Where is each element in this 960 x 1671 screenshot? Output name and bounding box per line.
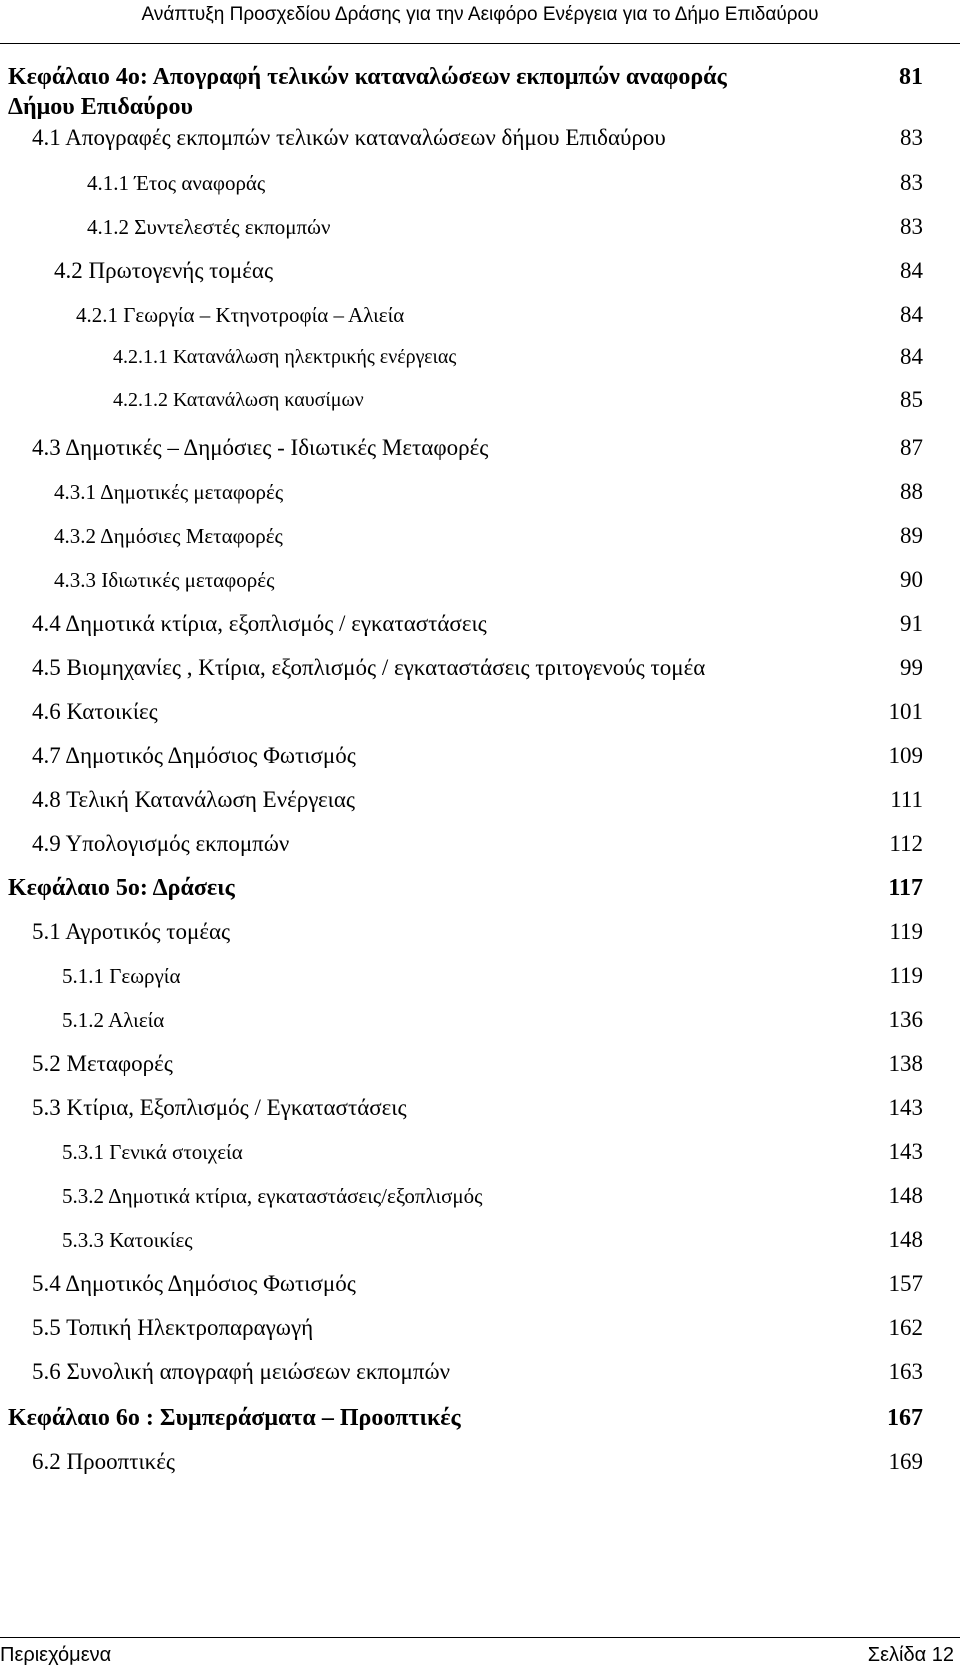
toc-entry[interactable] bbox=[0, 1134, 960, 1170]
toc-entry-page: 83 bbox=[900, 214, 923, 239]
toc-entry[interactable] bbox=[0, 253, 960, 289]
toc-entry-title: 4.7 Δημοτικός Δημόσιος Φωτισμός bbox=[32, 743, 356, 768]
toc-entry-page: 138 bbox=[888, 1051, 923, 1076]
toc-entry-title: 4.8 Τελική Κατανάλωση Ενέργειας bbox=[32, 787, 356, 812]
toc-entry[interactable] bbox=[0, 914, 960, 950]
toc-entry-page: 84 bbox=[900, 344, 923, 369]
toc-entry[interactable] bbox=[0, 120, 960, 156]
toc-entry-page: 162 bbox=[888, 1315, 923, 1340]
toc-entry[interactable] bbox=[0, 1046, 960, 1082]
toc-entry-title: 4.3.1 Δημοτικές μεταφορές bbox=[54, 480, 284, 504]
toc-entry-page: 163 bbox=[888, 1359, 923, 1384]
header-title: Ανάπτυξη Προσχεδίου Δράσης για την Αειφόρο Ενέργεια για το Δήμο Επιδαύρου bbox=[141, 4, 819, 25]
toc-entry-page: 84 bbox=[900, 258, 923, 283]
toc-entry[interactable] bbox=[0, 209, 960, 245]
toc-entry-page: 117 bbox=[888, 875, 923, 901]
toc-entry[interactable] bbox=[0, 518, 960, 554]
toc-entry-page: 88 bbox=[900, 479, 923, 504]
toc-entry[interactable] bbox=[0, 1444, 960, 1480]
toc-entry[interactable] bbox=[0, 958, 960, 994]
toc-entry[interactable] bbox=[0, 1354, 960, 1390]
toc-entry[interactable] bbox=[0, 474, 960, 510]
toc-entry-title: 4.9 Υπολογισμός εκπομπών bbox=[32, 831, 290, 856]
toc-entry-title: 5.3.2 Δημοτικά κτίρια, εγκαταστάσεις/εξοπλισμός bbox=[62, 1184, 483, 1208]
toc-entry-title: 4.5 Βιομηχανίες , Κτίρια, εξοπλισμός / εγκαταστάσεις τριτογενούς τομέα bbox=[32, 655, 706, 680]
toc-entry-page: 83 bbox=[900, 125, 923, 150]
toc-entry-title: 5.5 Τοπική Ηλεκτροπαραγωγή bbox=[32, 1315, 314, 1340]
toc-entry[interactable] bbox=[0, 430, 960, 466]
toc-entry-title: 5.2 Μεταφορές bbox=[32, 1051, 173, 1076]
toc-entry-title: 5.1.1 Γεωργία bbox=[62, 964, 181, 988]
toc-entry-page: 91 bbox=[900, 611, 923, 636]
toc-entry-title: 5.3.1 Γενικά στοιχεία bbox=[62, 1140, 243, 1164]
toc-entry-page: 167 bbox=[887, 1405, 923, 1431]
toc-entry-title: 4.1.2 Συντελεστές εκπομπών bbox=[87, 215, 331, 239]
toc-entry[interactable] bbox=[0, 650, 960, 686]
toc-entry[interactable] bbox=[0, 738, 960, 774]
toc-entry-title: 4.4 Δημοτικά κτίρια, εξοπλισμός / εγκαταστάσεις bbox=[32, 611, 487, 636]
toc-entry-title: 4.6 Κατοικίες bbox=[32, 699, 158, 724]
toc-entry-page: 112 bbox=[889, 831, 923, 856]
toc-entry-page: 109 bbox=[888, 743, 923, 768]
toc-chapter-6[interactable] bbox=[0, 1400, 960, 1436]
toc-entry-title: 4.2.1.2 Κατανάλωση καυσίμων bbox=[113, 389, 364, 411]
toc-entry[interactable] bbox=[0, 1178, 960, 1214]
toc-entry[interactable] bbox=[0, 1266, 960, 1302]
toc-entry-title: 4.2 Πρωτογενής τομέας bbox=[54, 258, 274, 283]
toc-entry-title: 4.2.1.1 Κατανάλωση ηλεκτρικής ενέργειας bbox=[113, 346, 457, 368]
toc-entry-title: Κεφάλαιο 6ο : Συμπεράσματα – Προοπτικές bbox=[8, 1405, 461, 1431]
toc-entry[interactable] bbox=[0, 165, 960, 201]
running-header bbox=[0, 0, 960, 44]
footer-section: Περιεχόμενα bbox=[0, 1644, 112, 1666]
footer-page-number: Σελίδα 12 bbox=[867, 1644, 954, 1666]
toc-chapter-4[interactable] bbox=[0, 62, 960, 126]
toc-entry-title: 5.6 Συνολική απογραφή μειώσεων εκπομπών bbox=[32, 1359, 451, 1384]
toc-entry-page: 85 bbox=[900, 387, 923, 412]
toc-entry-title: 4.3.3 Ιδιωτικές μεταφορές bbox=[54, 568, 275, 592]
toc-entry-title: 5.1.2 Αλιεία bbox=[62, 1008, 165, 1032]
toc-entry[interactable] bbox=[0, 782, 960, 818]
toc-entry-title: 4.3 Δημοτικές – Δημόσιες - Ιδιωτικές Μεταφορές bbox=[32, 435, 489, 460]
toc-entry-title: 6.2 Προοπτικές bbox=[32, 1449, 175, 1474]
toc-entry-page: 84 bbox=[900, 302, 923, 327]
toc-entry-page: 90 bbox=[900, 567, 923, 592]
toc-entry[interactable] bbox=[0, 826, 960, 862]
toc-entry-page: 143 bbox=[888, 1095, 923, 1120]
toc-entry-page: 99 bbox=[900, 655, 923, 680]
toc-entry[interactable] bbox=[0, 297, 960, 333]
toc-entry-title: 5.3 Κτίρια, Εξοπλισμός / Εγκαταστάσεις bbox=[32, 1095, 407, 1120]
toc-entry-title: 5.1 Αγροτικός τομέας bbox=[32, 919, 231, 944]
toc-entry[interactable] bbox=[0, 339, 960, 375]
toc-entry-page: 143 bbox=[888, 1139, 923, 1164]
toc-entry-title: Κεφάλαιο 4ο: Απογραφή τελικών καταναλώσεων εκπομπών αναφοράς Δήμου Επιδαύρου bbox=[8, 64, 727, 120]
running-footer bbox=[0, 1637, 960, 1671]
toc-entry-page: 169 bbox=[888, 1449, 923, 1474]
toc-entry-page: 89 bbox=[900, 523, 923, 548]
toc-entry[interactable] bbox=[0, 562, 960, 598]
toc-entry-title: 4.1 Απογραφές εκπομπών τελικών καταναλώσεων δήμου Επιδαύρου bbox=[32, 125, 666, 150]
toc-entry-page: 148 bbox=[888, 1183, 923, 1208]
toc-entry-page: 81 bbox=[899, 64, 923, 90]
toc-entry-page: 119 bbox=[889, 919, 923, 944]
toc-entry-title: 4.2.1 Γεωργία – Κτηνοτροφία – Αλιεία bbox=[76, 303, 405, 327]
toc-entry-page: 119 bbox=[889, 963, 923, 988]
toc-entry-page: 83 bbox=[900, 170, 923, 195]
toc-entry-page: 157 bbox=[888, 1271, 923, 1296]
toc-entry-page: 101 bbox=[888, 699, 923, 724]
toc-entry[interactable] bbox=[0, 606, 960, 642]
toc-entry[interactable] bbox=[0, 694, 960, 730]
toc-entry-page: 87 bbox=[900, 435, 923, 460]
toc-entry[interactable] bbox=[0, 1002, 960, 1038]
toc-entry-title: 4.1.1 Έτος αναφοράς bbox=[87, 171, 266, 195]
toc-entry-title: Κεφάλαιο 5ο: Δράσεις bbox=[8, 875, 235, 901]
toc-entry-title: 5.4 Δημοτικός Δημόσιος Φωτισμός bbox=[32, 1271, 356, 1296]
toc-entry-page: 111 bbox=[890, 787, 923, 812]
toc-entry-page: 136 bbox=[888, 1007, 923, 1032]
toc-entry[interactable] bbox=[0, 1222, 960, 1258]
toc-entry[interactable] bbox=[0, 382, 960, 418]
toc-entry[interactable] bbox=[0, 1090, 960, 1126]
toc-entry-title: 4.3.2 Δημόσιες Μεταφορές bbox=[54, 524, 283, 548]
toc-chapter-5[interactable] bbox=[0, 870, 960, 906]
toc-entry-title: 5.3.3 Κατοικίες bbox=[62, 1228, 193, 1252]
toc-entry[interactable] bbox=[0, 1310, 960, 1346]
toc-entry-page: 148 bbox=[888, 1227, 923, 1252]
